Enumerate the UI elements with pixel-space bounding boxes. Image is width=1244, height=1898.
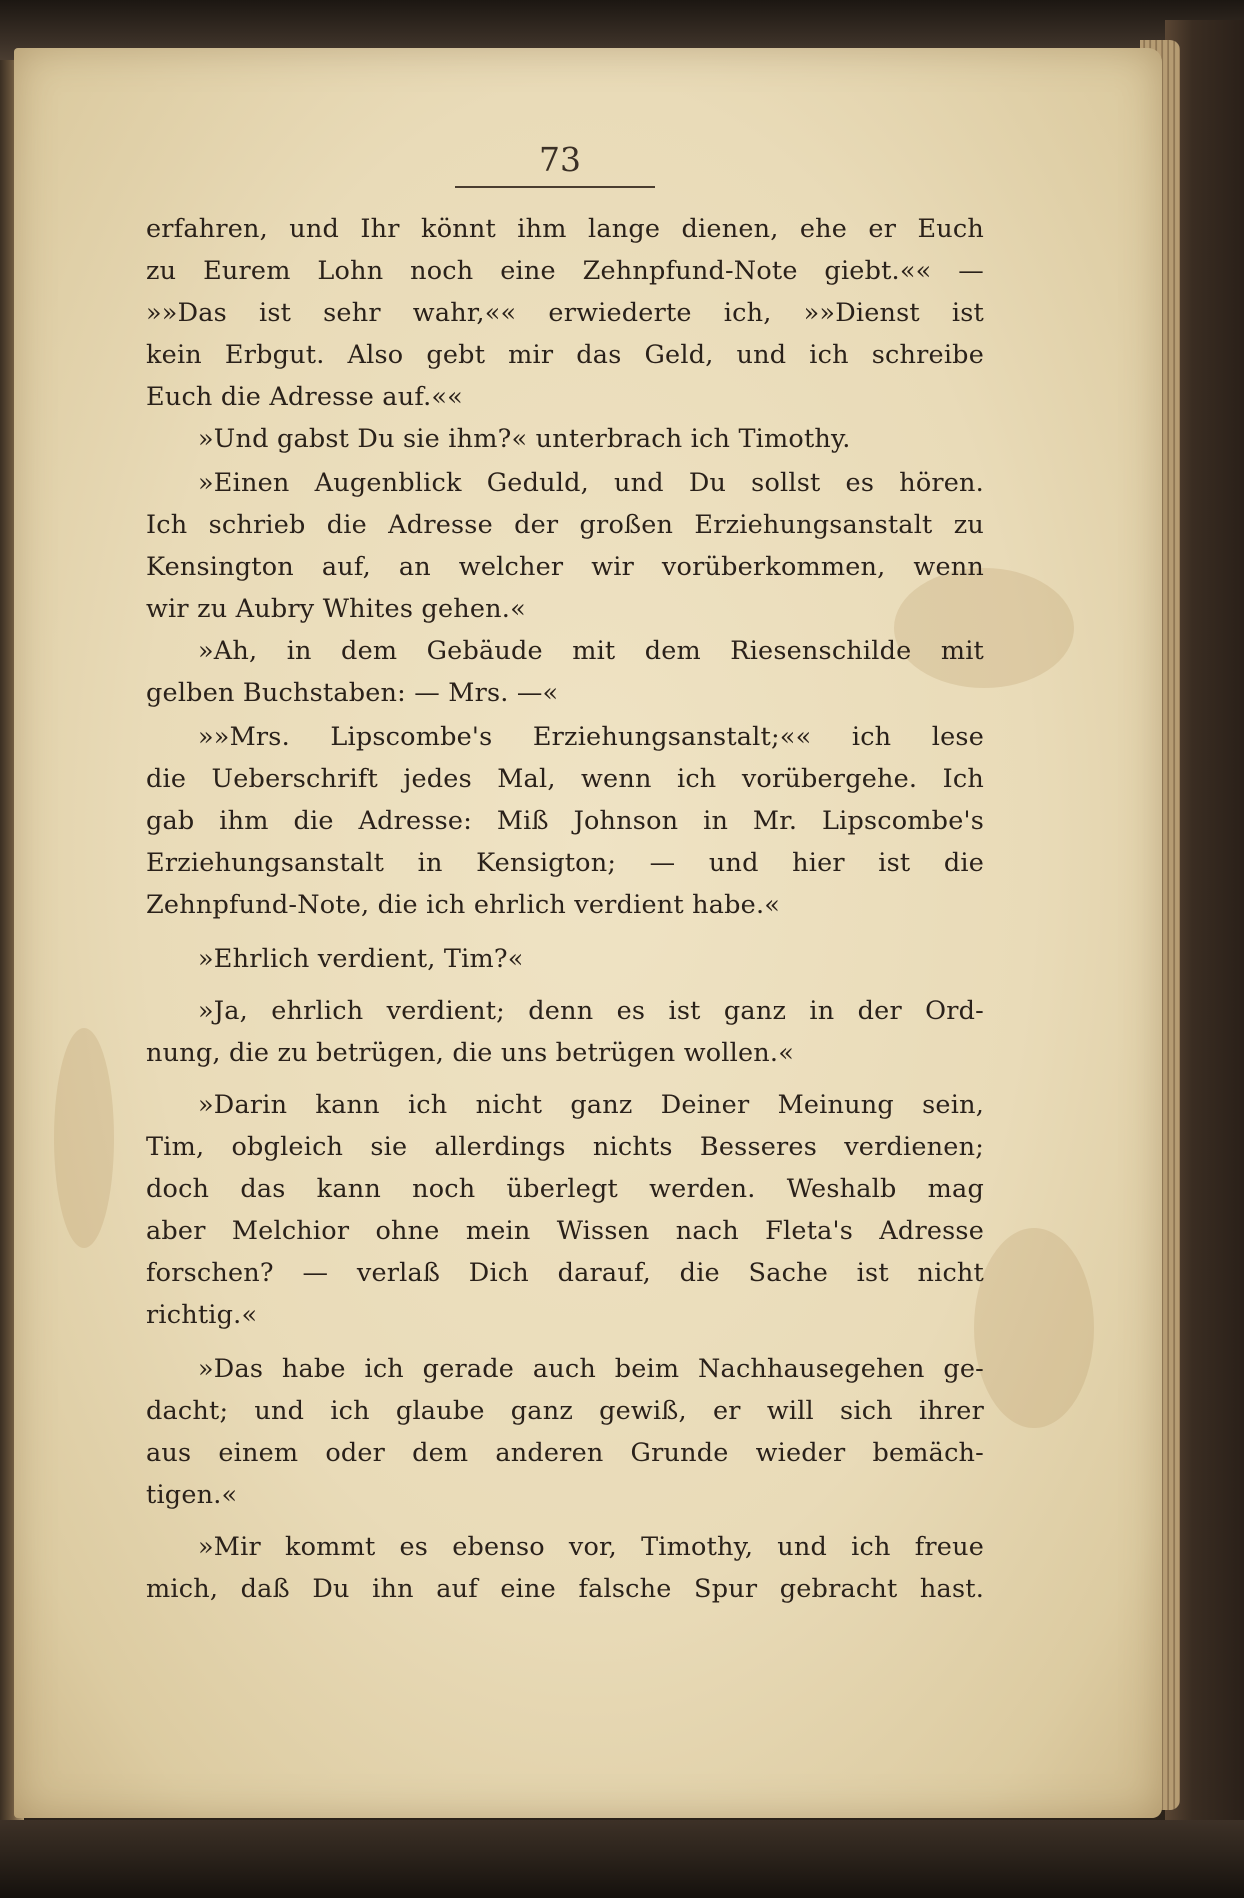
text-line: »»Mrs. Lipscombe's Erziehungsanstalt;«« ich lese [198, 722, 984, 752]
text-line: tigen.« [146, 1480, 238, 1510]
text-line: Erziehungsanstalt in Kensigton; — und hier ist die [146, 848, 984, 878]
text-line: aber Melchior ohne mein Wissen nach Fleta's Adresse [146, 1216, 984, 1246]
text-line: »Darin kann ich nicht ganz Deiner Meinung sein, [198, 1090, 984, 1120]
text-line: erfahren, und Ihr könnt ihm lange dienen, ehe er Euch [146, 214, 984, 244]
text-line: Zehnpfund-Note, die ich ehrlich verdient habe.« [146, 890, 781, 920]
text-line: kein Erbgut. Also gebt mir das Geld, und ich schreibe [146, 340, 984, 370]
book-cover-bottom [0, 1820, 1244, 1898]
paper-stain [974, 1228, 1094, 1428]
text-line: doch das kann noch überlegt werden. Weshalb mag [146, 1174, 984, 1204]
text-line: »Das habe ich gerade auch beim Nachhausegehen ge- [198, 1354, 984, 1384]
text-line: gelben Buchstaben: — Mrs. —« [146, 678, 559, 708]
text-line: »Und gabst Du sie ihm?« unterbrach ich Timothy. [198, 424, 851, 454]
text-line: Kensington auf, an welcher wir vorüberkommen, wenn [146, 552, 984, 582]
text-line: richtig.« [146, 1300, 258, 1330]
text-line: dacht; und ich glaube ganz gewiß, er will sich ihrer [146, 1396, 984, 1426]
page-number: 73 [539, 140, 581, 179]
page-number-rule [455, 186, 655, 188]
text-line: »Mir kommt es ebenso vor, Timothy, und ich freue [198, 1532, 984, 1562]
text-line: »Ah, in dem Gebäude mit dem Riesenschilde mit [198, 636, 984, 666]
text-line: nung, die zu betrügen, die uns betrügen wollen.« [146, 1038, 795, 1068]
text-line: Euch die Adresse auf.«« [146, 382, 463, 412]
paper-stain [54, 1028, 114, 1248]
text-line: »Einen Augenblick Geduld, und Du sollst es hören. [198, 468, 984, 498]
text-line: Tim, obgleich sie allerdings nichts Besseres verdienen; [146, 1132, 984, 1162]
text-line: aus einem oder dem anderen Grunde wieder bemäch- [146, 1438, 984, 1468]
text-line: gab ihm die Adresse: Miß Johnson in Mr. Lipscombe's [146, 806, 984, 836]
text-line: zu Eurem Lohn noch eine Zehnpfund-Note giebt.«« — [146, 256, 984, 286]
text-line: wir zu Aubry Whites gehen.« [146, 594, 526, 624]
text-line: »Ehrlich verdient, Tim?« [198, 944, 524, 974]
text-line: forschen? — verlaß Dich darauf, die Sache ist nicht [146, 1258, 984, 1288]
text-line: »»Das ist sehr wahr,«« erwiederte ich, »»Dienst ist [146, 298, 984, 328]
text-line: die Ueberschrift jedes Mal, wenn ich vorübergehe. Ich [146, 764, 984, 794]
text-line: Ich schrieb die Adresse der großen Erziehungsanstalt zu [146, 510, 984, 540]
text-line: »Ja, ehrlich verdient; denn es ist ganz in der Ord- [198, 996, 984, 1026]
text-line: mich, daß Du ihn auf eine falsche Spur gebracht hast. [146, 1574, 984, 1604]
